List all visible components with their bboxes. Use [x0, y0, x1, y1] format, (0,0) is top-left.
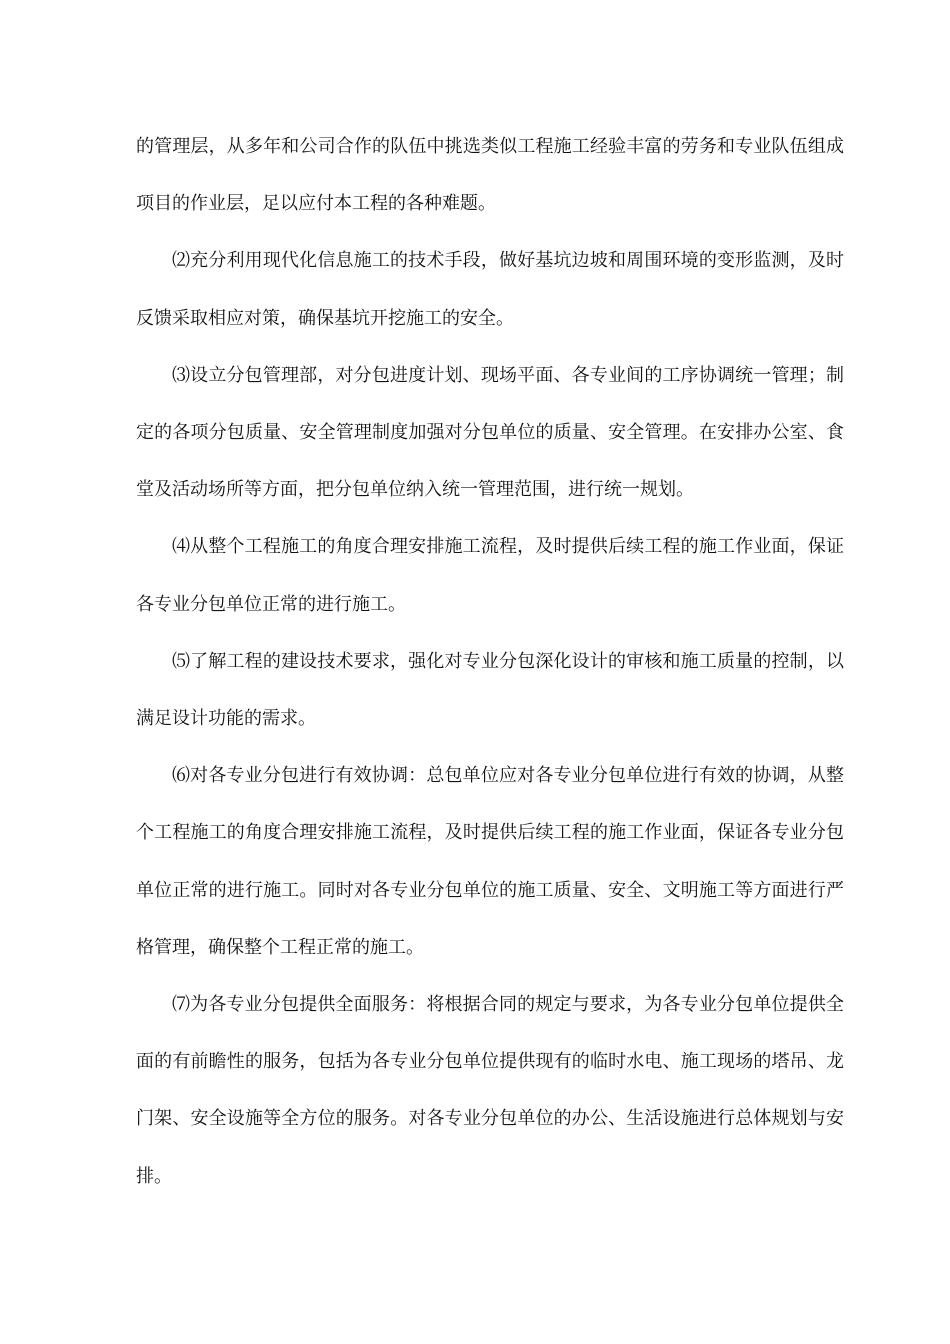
paragraph-continuation: 的管理层，从多年和公司合作的队伍中挑选类似工程施工经验丰富的劳务和专业队伍组成项目的作业层，足以应付本工程的各种难题。 [136, 136, 844, 215]
paragraph-item-6: ⑹对各专业分包进行有效协调：总包单位应对各专业分包单位进行有效的协调，从整个工程施工的角度合理安排施工流程，及时提供后续工程的施工作业面，保证各专业分包单位正常的进行施工。同时对各专业分包单位的施工质量、安全、文明施工等方面进行严格管理，确保整个工程正常的施工。 [136, 765, 844, 958]
paragraph-item-7: ⑺为各专业分包提供全面服务：将根据合同的规定与要求，为各专业分包单位提供全面的有前瞻性的服务，包括为各专业分包单位提供现有的临时水电、施工现场的塔吊、龙门架、安全设施等全方位的服务。对各专业分包单位的办公、生活设施进行总体规划与安排。 [136, 994, 844, 1187]
paragraph-item-3: ⑶设立分包管理部，对分包进度计划、现场平面、各专业间的工序协调统一管理；制定的各项分包质量、安全管理制度加强对分包单位的质量、安全管理。在安排办公室、食堂及活动场所等方面，把分包单位纳入统一管理范围，进行统一规划。 [136, 364, 844, 501]
document-body [136, 118, 844, 1205]
paragraph-item-5: ⑸了解工程的建设技术要求，强化对专业分包深化设计的审核和施工质量的控制，以满足设计功能的需求。 [136, 650, 844, 730]
paragraph-item-4: ⑷从整个工程施工的角度合理安排施工流程，及时提供后续工程的施工作业面，保证各专业分包单位正常的进行施工。 [136, 536, 844, 615]
paragraph-item-2: ⑵充分利用现代化信息施工的技术手段，做好基坑边坡和周围环境的变形监测，及时反馈采取相应对策，确保基坑开挖施工的安全。 [136, 250, 844, 329]
